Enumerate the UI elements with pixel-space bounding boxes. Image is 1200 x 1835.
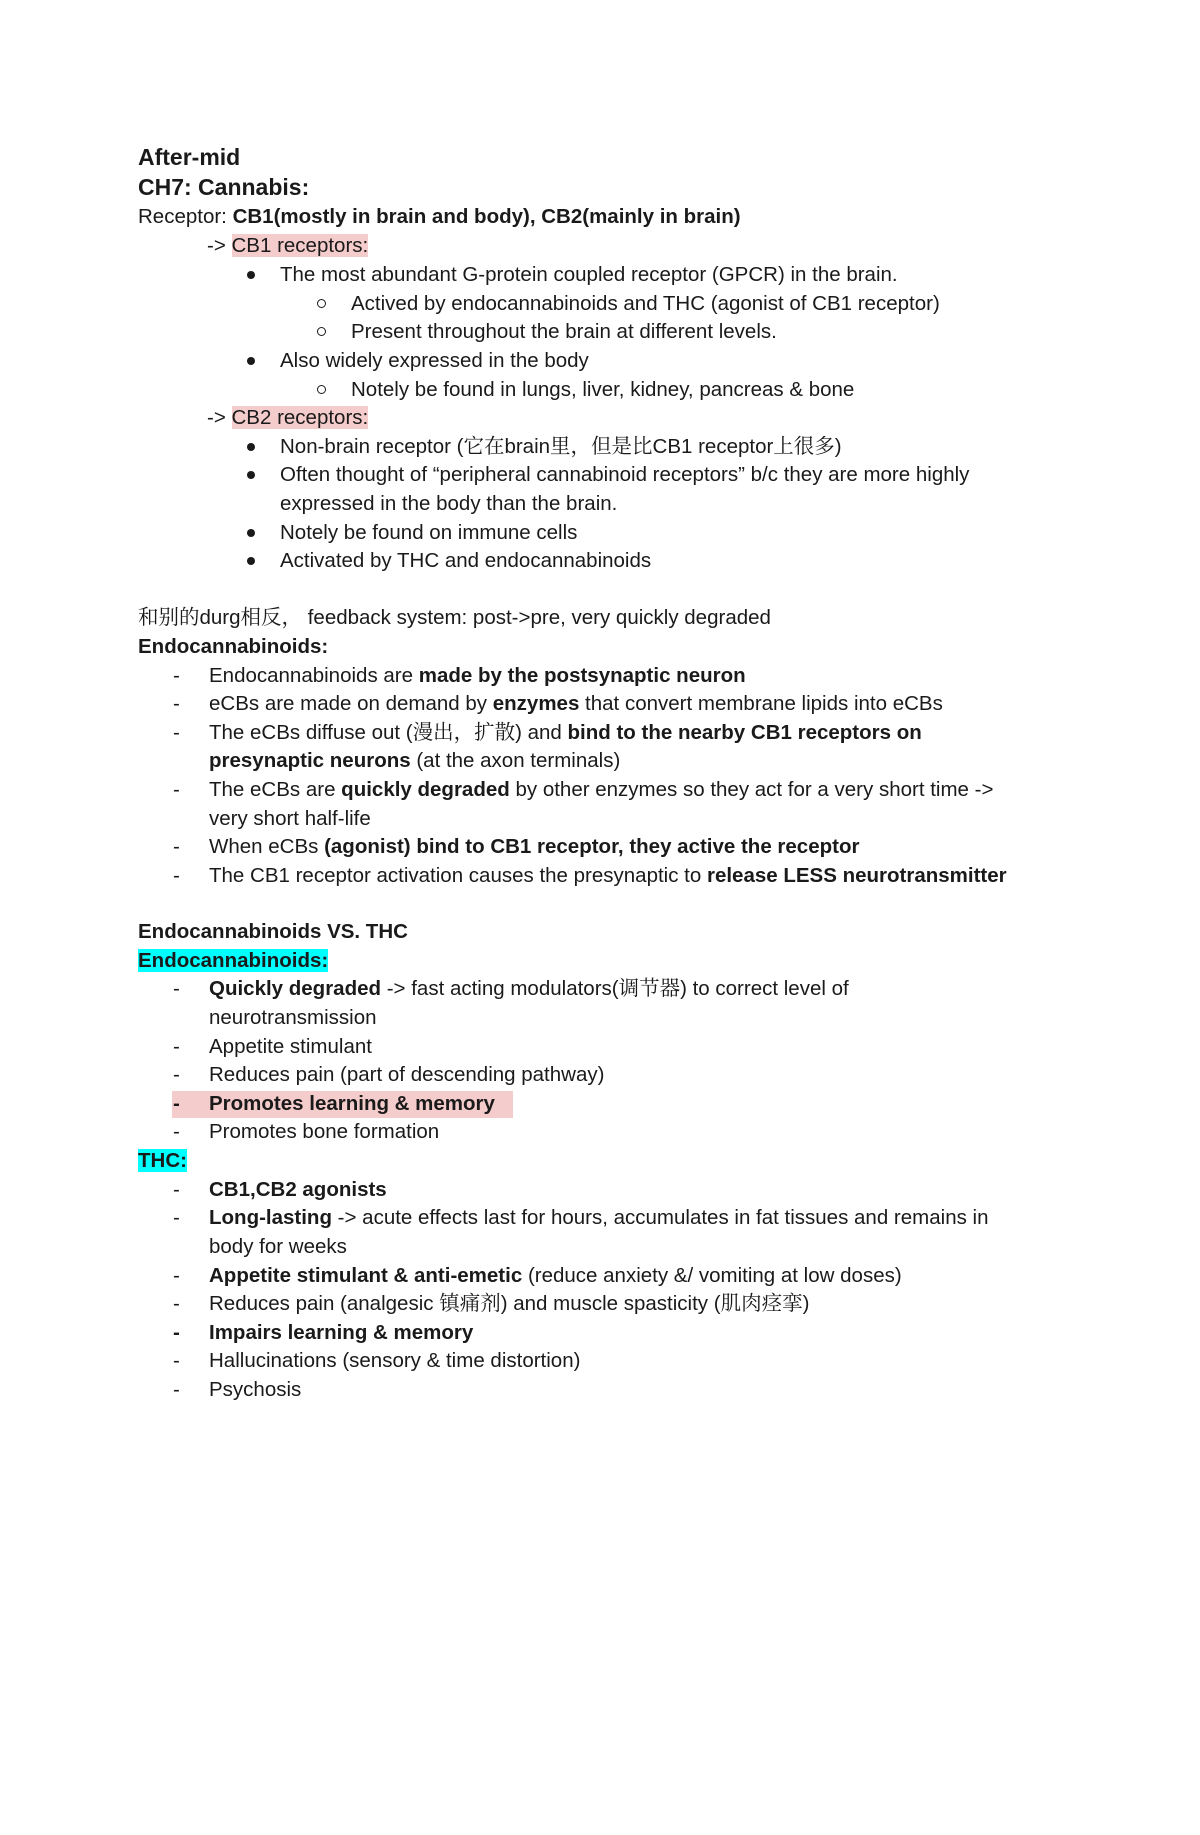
chapter-heading: CH7: Cannabis: [138,174,310,200]
text-bold: quickly degraded [341,778,510,801]
text-bold: (agonist) bind to CB1 receptor, they active the receptor [324,835,860,858]
list-item [280,433,842,461]
list-item [173,1118,440,1146]
dash-bullet: - [173,1292,180,1315]
dash-bullet: - [173,1035,180,1058]
list-item-text: Non-brain receptor (它在brain里，但是比CB1 receptor上很多) [280,435,842,458]
list-item [173,1347,581,1375]
dash-bullet: - [173,664,180,687]
list-item [173,1061,605,1089]
text: (at the axon terminals) [410,749,621,772]
text: by other enzymes so they act for a very short time -> [509,778,994,801]
list-item [351,318,777,346]
cb1-heading: CB1 receptors: [231,234,369,257]
hollow-bullet-icon [317,385,326,394]
list-item [173,1376,302,1404]
hollow-bullet-icon [317,327,326,336]
page-title: After-mid [138,144,241,170]
text: Psychosis [209,1378,302,1401]
bullet-icon [247,471,255,479]
list-item-continuation: expressed in the body than the brain. [280,492,618,515]
list-item-continuation: very short half-life [209,807,371,830]
dash-bullet: - [173,692,180,715]
text: eCBs are made on demand by [209,692,493,715]
list-item [280,261,898,289]
receptor-value: CB1(mostly in brain and body), CB2(mainly in brain) [232,205,741,228]
text: When eCBs [209,835,325,858]
bullet-icon [247,443,255,451]
cb2-heading: CB2 receptors: [231,406,369,429]
dash-bullet: - [173,1264,180,1287]
endo-heading-text: Endocannabinoids: [138,635,329,658]
dash-bullet: - [173,864,180,887]
endo-label: Endocannabinoids: [138,949,329,972]
text: that convert membrane lipids into eCBs [579,692,943,715]
dash-bullet: - [173,1063,180,1086]
text: The eCBs are [209,778,342,801]
list-item [173,1262,902,1290]
endo-label-line [138,947,328,975]
list-item-highlighted [173,1090,495,1118]
dash-bullet: - [173,1178,180,1201]
list-item [280,347,589,375]
feedback-note: 和别的durg相反， feedback system: post->pre, very quickly degraded [138,606,771,629]
text: Promotes bone formation [209,1120,440,1143]
thc-label-line [138,1147,187,1175]
list-item-text: Notely be found on immune cells [280,521,578,544]
text: Appetite stimulant [209,1035,372,1058]
list-item-text: The most abundant G-protein coupled receptor (GPCR) in the brain. [280,263,898,286]
list-item-text: Also widely expressed in the body [280,349,589,372]
list-item-continuation: body for weeks [209,1235,347,1258]
dash-bullet: - [173,1092,180,1115]
dash-bullet: - [173,1206,180,1229]
text: (reduce anxiety &/ vomiting at low doses) [522,1264,902,1287]
bullet-icon [247,357,255,365]
text: -> fast acting modulators(调节器) to correct level of [381,977,849,1000]
text-bold: Promotes learning & memory [209,1092,495,1115]
text: Reduces pain (part of descending pathway) [209,1063,605,1086]
list-item-continuation: neurotransmission [209,1006,377,1029]
list-item-text: Notely be found in lungs, liver, kidney, pancreas & bone [351,378,855,401]
text-bold: enzymes [492,692,580,715]
list-item [280,461,969,489]
list-item [173,690,943,718]
text-bold: Impairs learning & memory [209,1321,474,1344]
list-item-text: Often thought of “peripheral cannabinoid receptors” b/c they are more highly [280,463,970,486]
arrow: -> [207,406,232,429]
bullet-icon [247,271,255,279]
dash-bullet: - [173,835,180,858]
dash-bullet: - [173,721,180,744]
text: The CB1 receptor activation causes the presynaptic to [209,864,707,887]
list-item [173,1290,810,1318]
text: Endocannabinoids are [209,664,419,687]
list-item [173,1033,372,1061]
arrow: -> [207,234,232,257]
text: Hallucinations (sensory & time distortion) [209,1349,581,1372]
list-item [351,290,940,318]
list-item [173,833,860,861]
bullet-icon [247,557,255,565]
text-bold: Appetite stimulant & anti-emetic [209,1264,523,1287]
list-item [173,1176,387,1204]
text-bold: CB1,CB2 agonists [209,1178,387,1201]
list-item [173,1319,474,1347]
dash-bullet: - [173,977,180,1000]
text-bold: release LESS neurotransmitter [706,864,1007,887]
cb1-heading-line [207,232,368,260]
text: Reduces pain (analgesic 镇痛剂) and muscle spasticity (肌肉痉挛) [209,1292,810,1315]
thc-label: THC: [138,1149,187,1172]
dash-bullet: - [173,1378,180,1401]
text-bold: Long-lasting [209,1206,332,1229]
text-bold: bind to the nearby CB1 receptors on [567,721,922,744]
hollow-bullet-icon [317,299,326,308]
list-item-text: Actived by endocannabinoids and THC (agonist of CB1 receptor) [351,292,940,315]
list-item [173,662,746,690]
list-item [173,975,849,1003]
list-item [351,376,854,404]
text-bold: presynaptic neurons [209,749,411,772]
dash-bullet: - [173,1349,180,1372]
text-bold: Quickly degraded [209,977,382,1000]
list-item [173,862,1007,890]
list-item [173,719,922,747]
receptor-label: Receptor: [138,205,233,228]
text: The eCBs diffuse out (漫出，扩散) and [209,721,568,744]
list-item-continuation [209,747,620,775]
list-item [280,547,651,575]
dash-bullet: - [173,778,180,801]
vs-heading [138,918,408,946]
cb2-heading-line [207,404,368,432]
bullet-icon [247,529,255,537]
list-item-text: Present throughout the brain at different levels. [351,320,777,343]
list-item-text: Activated by THC and endocannabinoids [280,549,652,572]
list-item [280,519,577,547]
dash-bullet: - [173,1321,180,1344]
list-item [173,776,994,804]
endo-heading [138,633,328,661]
vs-heading-text: Endocannabinoids VS. THC [138,920,408,943]
list-item [173,1204,989,1232]
text: -> acute effects last for hours, accumulates in fat tissues and remains in [331,1206,989,1229]
dash-bullet: - [173,1120,180,1143]
text-bold: made by the postsynaptic neuron [418,664,746,687]
receptor-line [138,203,741,231]
